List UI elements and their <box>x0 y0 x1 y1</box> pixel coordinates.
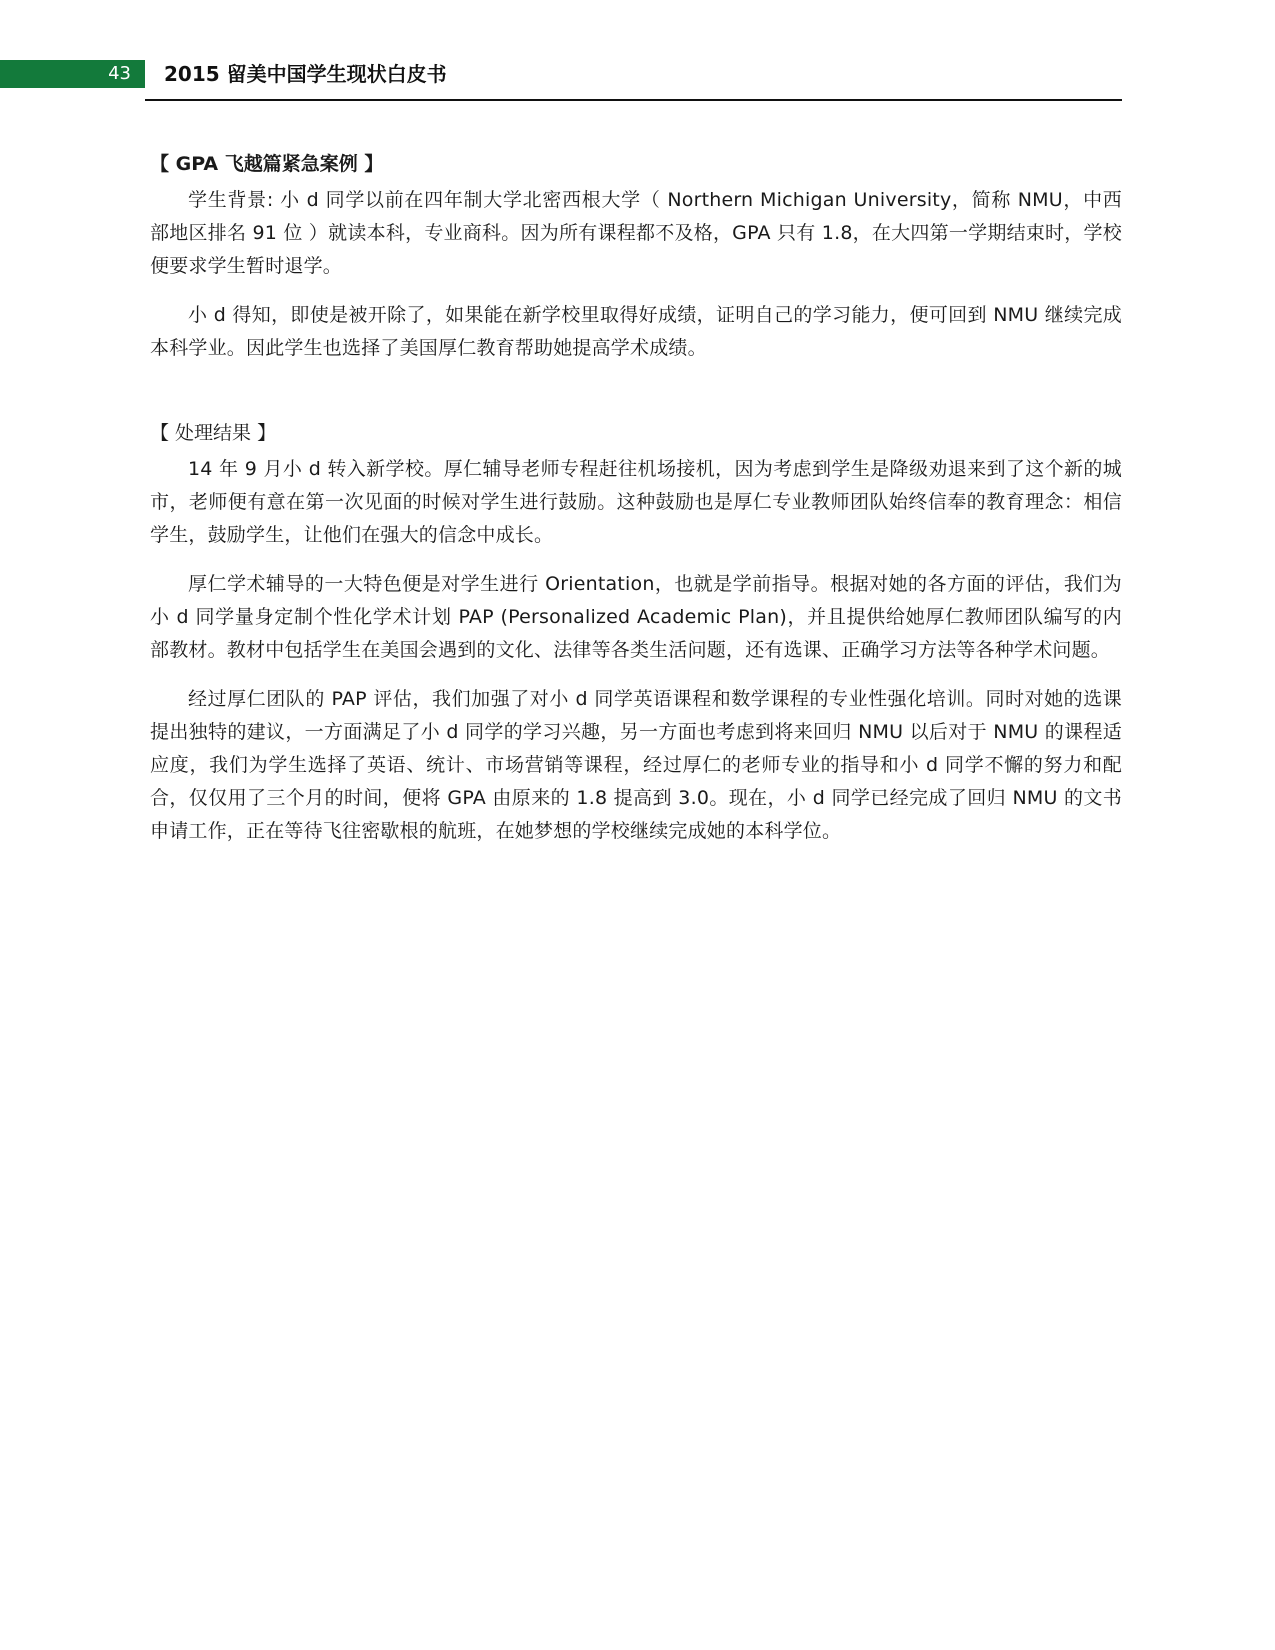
running-title: 2015 留美中国学生现状白皮书 <box>164 62 447 86</box>
section-heading-result: 【 处理结果 】 <box>150 422 277 444</box>
page-number: 43 <box>108 63 131 84</box>
paragraph-orientation: 厚仁学术辅导的一大特色便是对学生进行 Orientation，也就是学前指导。根据对她的各方面的评估，我们为小 d 同学量身定制个性化学术计划 PAP (Personalized Academic Plan)，并且提供给她厚仁教师团队编写的内部教材。教材中包括学生在美国会遇到的文化、法律等各类生活问题，还有选课、正确学习方法等各种学术问题。 <box>150 573 1122 661</box>
page-header <box>0 60 1275 90</box>
paragraph-return-condition: 小 d 得知，即使是被开除了，如果能在新学校里取得好成绩，证明自己的学习能力，便可回到 NMU 继续完成本科学业。因此学生也选择了美国厚仁教育帮助她提高学术成绩。 <box>150 304 1122 359</box>
paragraph-outcome: 经过厚仁团队的 PAP 评估，我们加强了对小 d 同学英语课程和数学课程的专业性强化培训。同时对她的选课提出独特的建议，一方面满足了小 d 同学的学习兴趣，另一方面也考虑到将来回归 NMU 以后对于 NMU 的课程适应度，我们为学生选择了英语、统计、市场营销等课程，经过厚仁的老师专业的指导和小 d 同学不懈的努力和配合，仅仅用了三个月的时间，便将 GPA 由原来的 1.8 提高到 3.0。现在，小 d 同学已经完成了回归 NMU 的文书申请工作，正在等待飞往密歇根的航班，在她梦想的学校继续完成她的本科学位。 <box>150 688 1122 842</box>
section-heading-gpa-case: 【 GPA 飞越篇紧急案例 】 <box>150 153 384 175</box>
header-divider <box>145 99 1122 101</box>
section-spacer <box>150 381 1122 417</box>
page-content <box>150 148 1122 864</box>
paragraph-student-background: 学生背景: 小 d 同学以前在四年制大学北密西根大学（ Northern Michigan University，简称 NMU，中西部地区排名 91 位 ）就读本科，专业商科。因为所有课程都不及格，GPA 只有 1.8，在大四第一学期结束时，学校便要求学生暂时退学。 <box>150 189 1122 277</box>
paragraph-transfer: 14 年 9 月小 d 转入新学校。厚仁辅导老师专程赶往机场接机，因为考虑到学生是降级劝退来到了这个新的城市，老师便有意在第一次见面的时候对学生进行鼓励。这种鼓励也是厚仁专业教师团队始终信奉的教育理念：相信学生，鼓励学生，让他们在强大的信念中成长。 <box>150 458 1122 546</box>
page-number-bar <box>0 60 145 88</box>
